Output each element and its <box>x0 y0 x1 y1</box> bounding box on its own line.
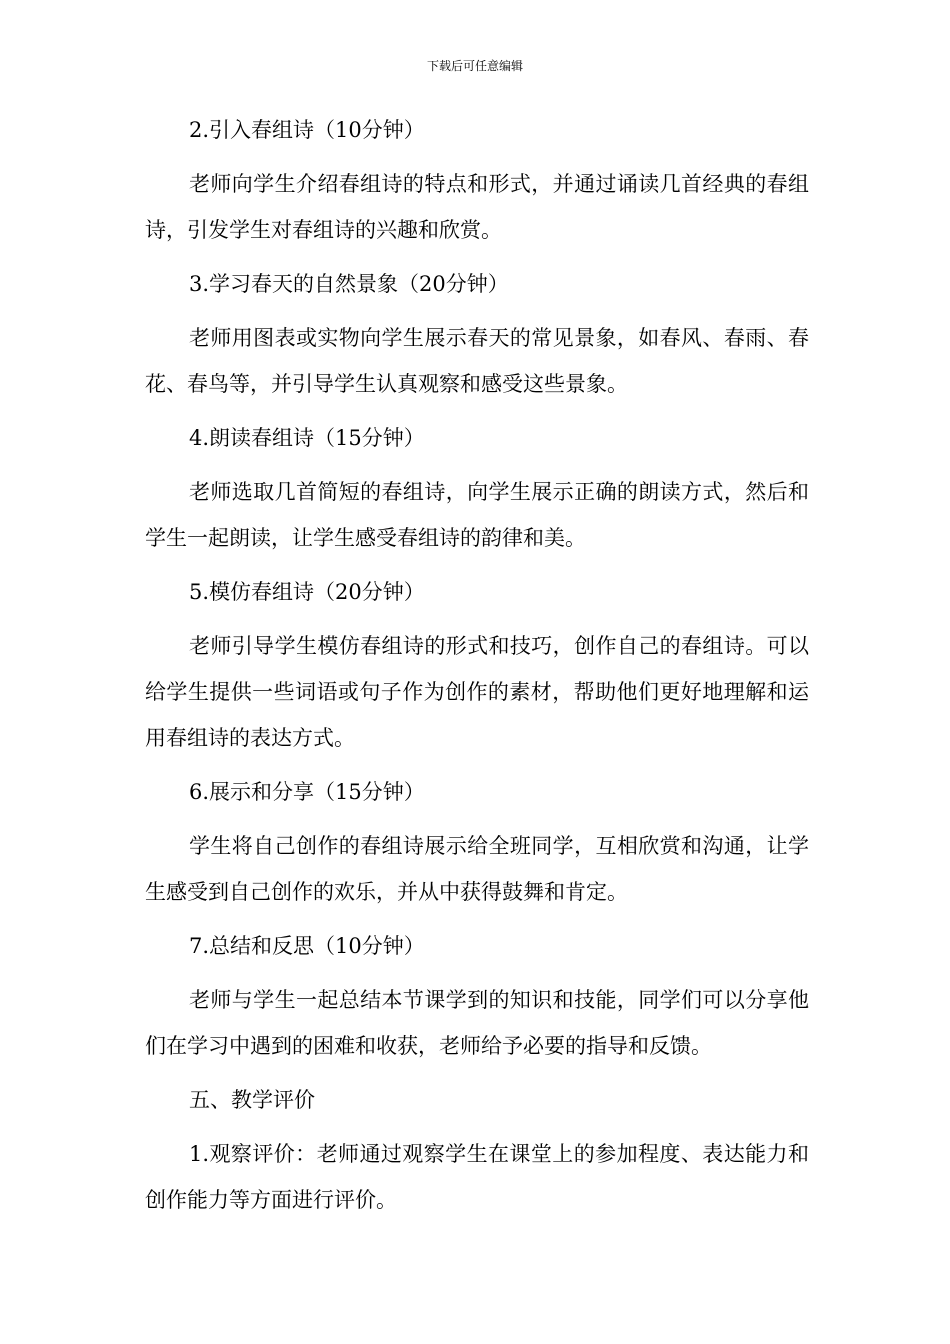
evaluation-heading: 五、教学评价 <box>189 1088 315 1112</box>
section-heading: 4.朗读春组诗（15分钟） <box>189 426 425 450</box>
section-paragraph: 老师与学生一起总结本节课学到的知识和技能，同学们可以分享他们在学习中遇到的困难和收获，老师给予必要的指导和反馈。 <box>145 988 809 1058</box>
section-heading: 3.学习春天的自然景象（20分钟） <box>189 272 509 296</box>
section-paragraph: 老师向学生介绍春组诗的特点和形式，并通过诵读几首经典的春组诗，引发学生对春组诗的兴趣和欣赏。 <box>145 172 809 242</box>
section-heading: 7.总结和反思（10分钟） <box>189 934 425 958</box>
section-paragraph: 老师引导学生模仿春组诗的形式和技巧，创作自己的春组诗。可以给学生提供一些词语或句子作为创作的素材，帮助他们更好地理解和运用春组诗的表达方式。 <box>145 634 809 750</box>
page-header: 下载后可任意编辑 <box>426 59 523 73</box>
section-paragraph: 老师选取几首简短的春组诗，向学生展示正确的朗读方式，然后和学生一起朗读，让学生感受春组诗的韵律和美。 <box>145 480 809 550</box>
section-heading: 6.展示和分享（15分钟） <box>189 780 425 804</box>
section-paragraph: 老师用图表或实物向学生展示春天的常见景象，如春风、春雨、春花、春鸟等，并引导学生认真观察和感受这些景象。 <box>145 326 809 396</box>
section-paragraph: 学生将自己创作的春组诗展示给全班同学，互相欣赏和沟通，让学生感受到自己创作的欢乐，并从中获得鼓舞和肯定。 <box>145 834 809 904</box>
document-body <box>145 112 809 1236</box>
evaluation-item: 1.观察评价：老师通过观察学生在课堂上的参加程度、表达能力和创作能力等方面进行评价。 <box>145 1142 809 1212</box>
section-heading: 5.模仿春组诗（20分钟） <box>189 580 425 604</box>
section-heading: 2.引入春组诗（10分钟） <box>189 118 425 142</box>
